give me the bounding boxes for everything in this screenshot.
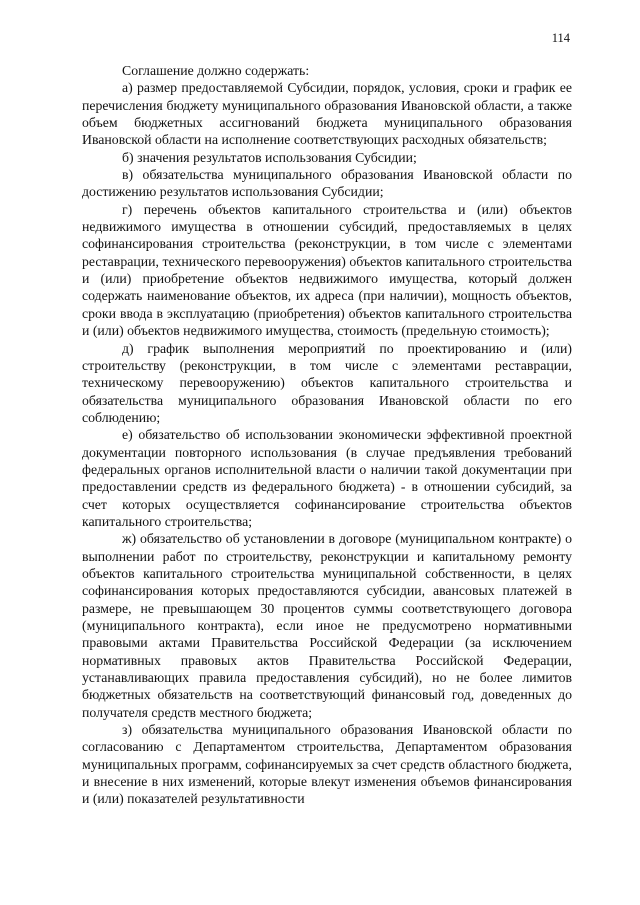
paragraph-g: г) перечень объектов капитального строительства и (или) объектов недвижимого имущества в отношении субсидий, предоставляемых в целях софинансирования строительства (реконструкции, в том числе с элементами реставрации, технического перевооружения) объектов капитального строительства и (или) приобретение объектов недвижимого имущества, который должен содержать наименование объектов, их адреса (при наличии), мощность объектов, сроки ввода в эксплуатацию (приобретения) объектов капитального строительства и (или) объектов недвижимого имущества, стоимость (предельную стоимость); <box>82 201 572 339</box>
paragraph-d: д) график выполнения мероприятий по проектированию и (или) строительству (реконструкции, в том числе с элементами реставрации, техническому перевооружению) объектов капитального строительства и обязательства муниципального образования Ивановской области по его соблюдению; <box>82 340 572 425</box>
page-number: 114 <box>551 31 570 45</box>
paragraph-b: б) значения результатов использования Субсидии; <box>122 149 417 165</box>
paragraph-intro: Соглашение должно содержать: <box>122 63 310 78</box>
document-body <box>82 62 572 808</box>
paragraph-e: е) обязательство об использовании экономически эффективной проектной документации повторного использования (в случае предъявления требований федеральных органов исполнительной власти о наличии такой документации при предоставлении средств из федерального бюджета) - в отношении субсидий, за счет которых осуществляется софинансирование строительства объектов капитального строительства; <box>82 427 572 529</box>
paragraph-zh: ж) обязательство об установлении в договоре (муниципальном контракте) о выполнении работ по строительству, реконструкции и капитальному ремонту объектов капитального строительства муниципальной собственности, в целях софинансирования которых предоставляются субсидии, авансовых платежей в размере, не превышающем 30 процентов суммы соответствующего договора (муниципального контракта), если иное не предусмотрено нормативными правовыми актами Правительства Российской Федерации (за исключением нормативных правовых актов Правительства Российской Федерации, устанавливающих правила предоставления субсидий), но не более лимитов бюджетных обязательств на соответствующий финансовый год, доведенных до получателя средств местного бюджета; <box>82 531 572 720</box>
paragraph-a: а) размер предоставляемой Субсидии, порядок, условия, сроки и график ее перечисления бюджету муниципального образования Ивановской области, а также объем бюджетных ассигнований бюджета муниципального образования Ивановской области на исполнение соответствующих расходных обязательств; <box>82 80 572 148</box>
paragraph-v: в) обязательства муниципального образования Ивановской области по достижению результатов использования Субсидии; <box>82 167 572 200</box>
paragraph-z: з) обязательства муниципального образования Ивановской области по согласованию с Департаментом строительства, Департаментом образования муниципальных программ, софинансируемых за счет средств областного бюджета, и внесение в них изменений, которые влекут изменения объемов финансирования и (или) показателей результативности <box>82 722 572 807</box>
